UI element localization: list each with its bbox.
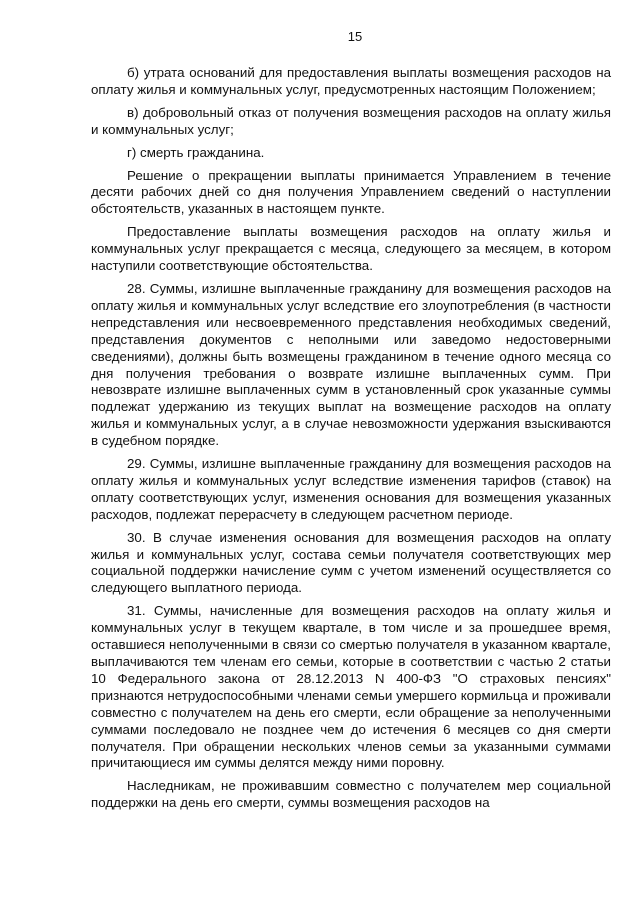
paragraph-clause-30: 30. В случае изменения основания для возмещения расходов на оплату жилья и коммунальных услуг, состава семьи получателя соответствующих мер социальной поддержки начисление сумм с учетом изменений осуществляется со следующего выплатного периода. — [91, 529, 611, 596]
paragraph-clause-28: 28. Суммы, излишне выплаченные гражданину для возмещения расходов на оплату жилья и коммунальных услуг вследствие его злоупотребления (в частности непредставления или несвоевременного представления необходимых сведений, представления документов с неполными или заведомо недостоверными сведениями), должны быть возмещены гражданином в течение одного месяца со дня получения требования о возврате излишне выплаченных сумм. При невозврате излишне выплаченных сумм в установленный срок указанные суммы подлежат удержанию из текущих выплат на возмещение расходов на оплату жилья и коммунальных услуг, а в случае невозможности удержания взыскиваются в судебном порядке. — [91, 280, 611, 449]
page-number: 15 — [347, 29, 363, 44]
paragraph-item-v: в) добровольный отказ от получения возмещения расходов на оплату жилья и коммунальных услуг; — [91, 104, 611, 137]
paragraph-decision-termination: Решение о прекращении выплаты принимается Управлением в течение десяти рабочих дней со дня получения Управлением сведений о наступлении обстоятельств, указанных в настоящем пункте. — [91, 167, 611, 217]
paragraph-clause-31: 31. Суммы, начисленные для возмещения расходов на оплату жилья и коммунальных услуг в текущем квартале, в том числе и за прошедшее время, оставшиеся неполученными в связи со смертью получателя в указанном квартале, выплачиваются тем членам его семьи, которые в соответствии с частью 2 статьи 10 Федерального закона от 28.12.2013 N 400-ФЗ "О страховых пенсиях" признаются нетрудоспособными членами семьи умершего кормильца и проживали совместно с получателем на день его смерти, если обращение за неполученными суммами последовало не позднее чем до истечения 6 месяцев со дня смерти получателя. При обращении нескольких членов семьи за указанными суммами причитающиеся им суммы делятся между ними поровну. — [91, 603, 611, 771]
paragraph-heirs: Наследникам, не проживавшим совместно с получателем мер социальной поддержки на день его смерти, суммы возмещения расходов на — [91, 778, 611, 811]
paragraph-item-b: б) утрата оснований для предоставления выплаты возмещения расходов на оплату жилья и коммунальных услуг, предусмотренных настоящим Положением; — [91, 65, 611, 97]
paragraph-item-g: г) смерть гражданина. — [127, 144, 265, 160]
paragraph-termination-month: Предоставление выплаты возмещения расходов на оплату жилья и коммунальных услуг прекращается с месяца, следующего за месяцем, в котором наступили соответствующие обстоятельства. — [91, 224, 611, 274]
paragraph-clause-29: 29. Суммы, излишне выплаченные гражданину для возмещения расходов на оплату жилья и коммунальных услуг вследствие изменения тарифов (ставок) на оплату соответствующих услуг, изменения основания для возмещения указанных расходов, подлежат перерасчету в следующем расчетном периоде. — [91, 456, 611, 522]
document-page — [91, 29, 611, 818]
